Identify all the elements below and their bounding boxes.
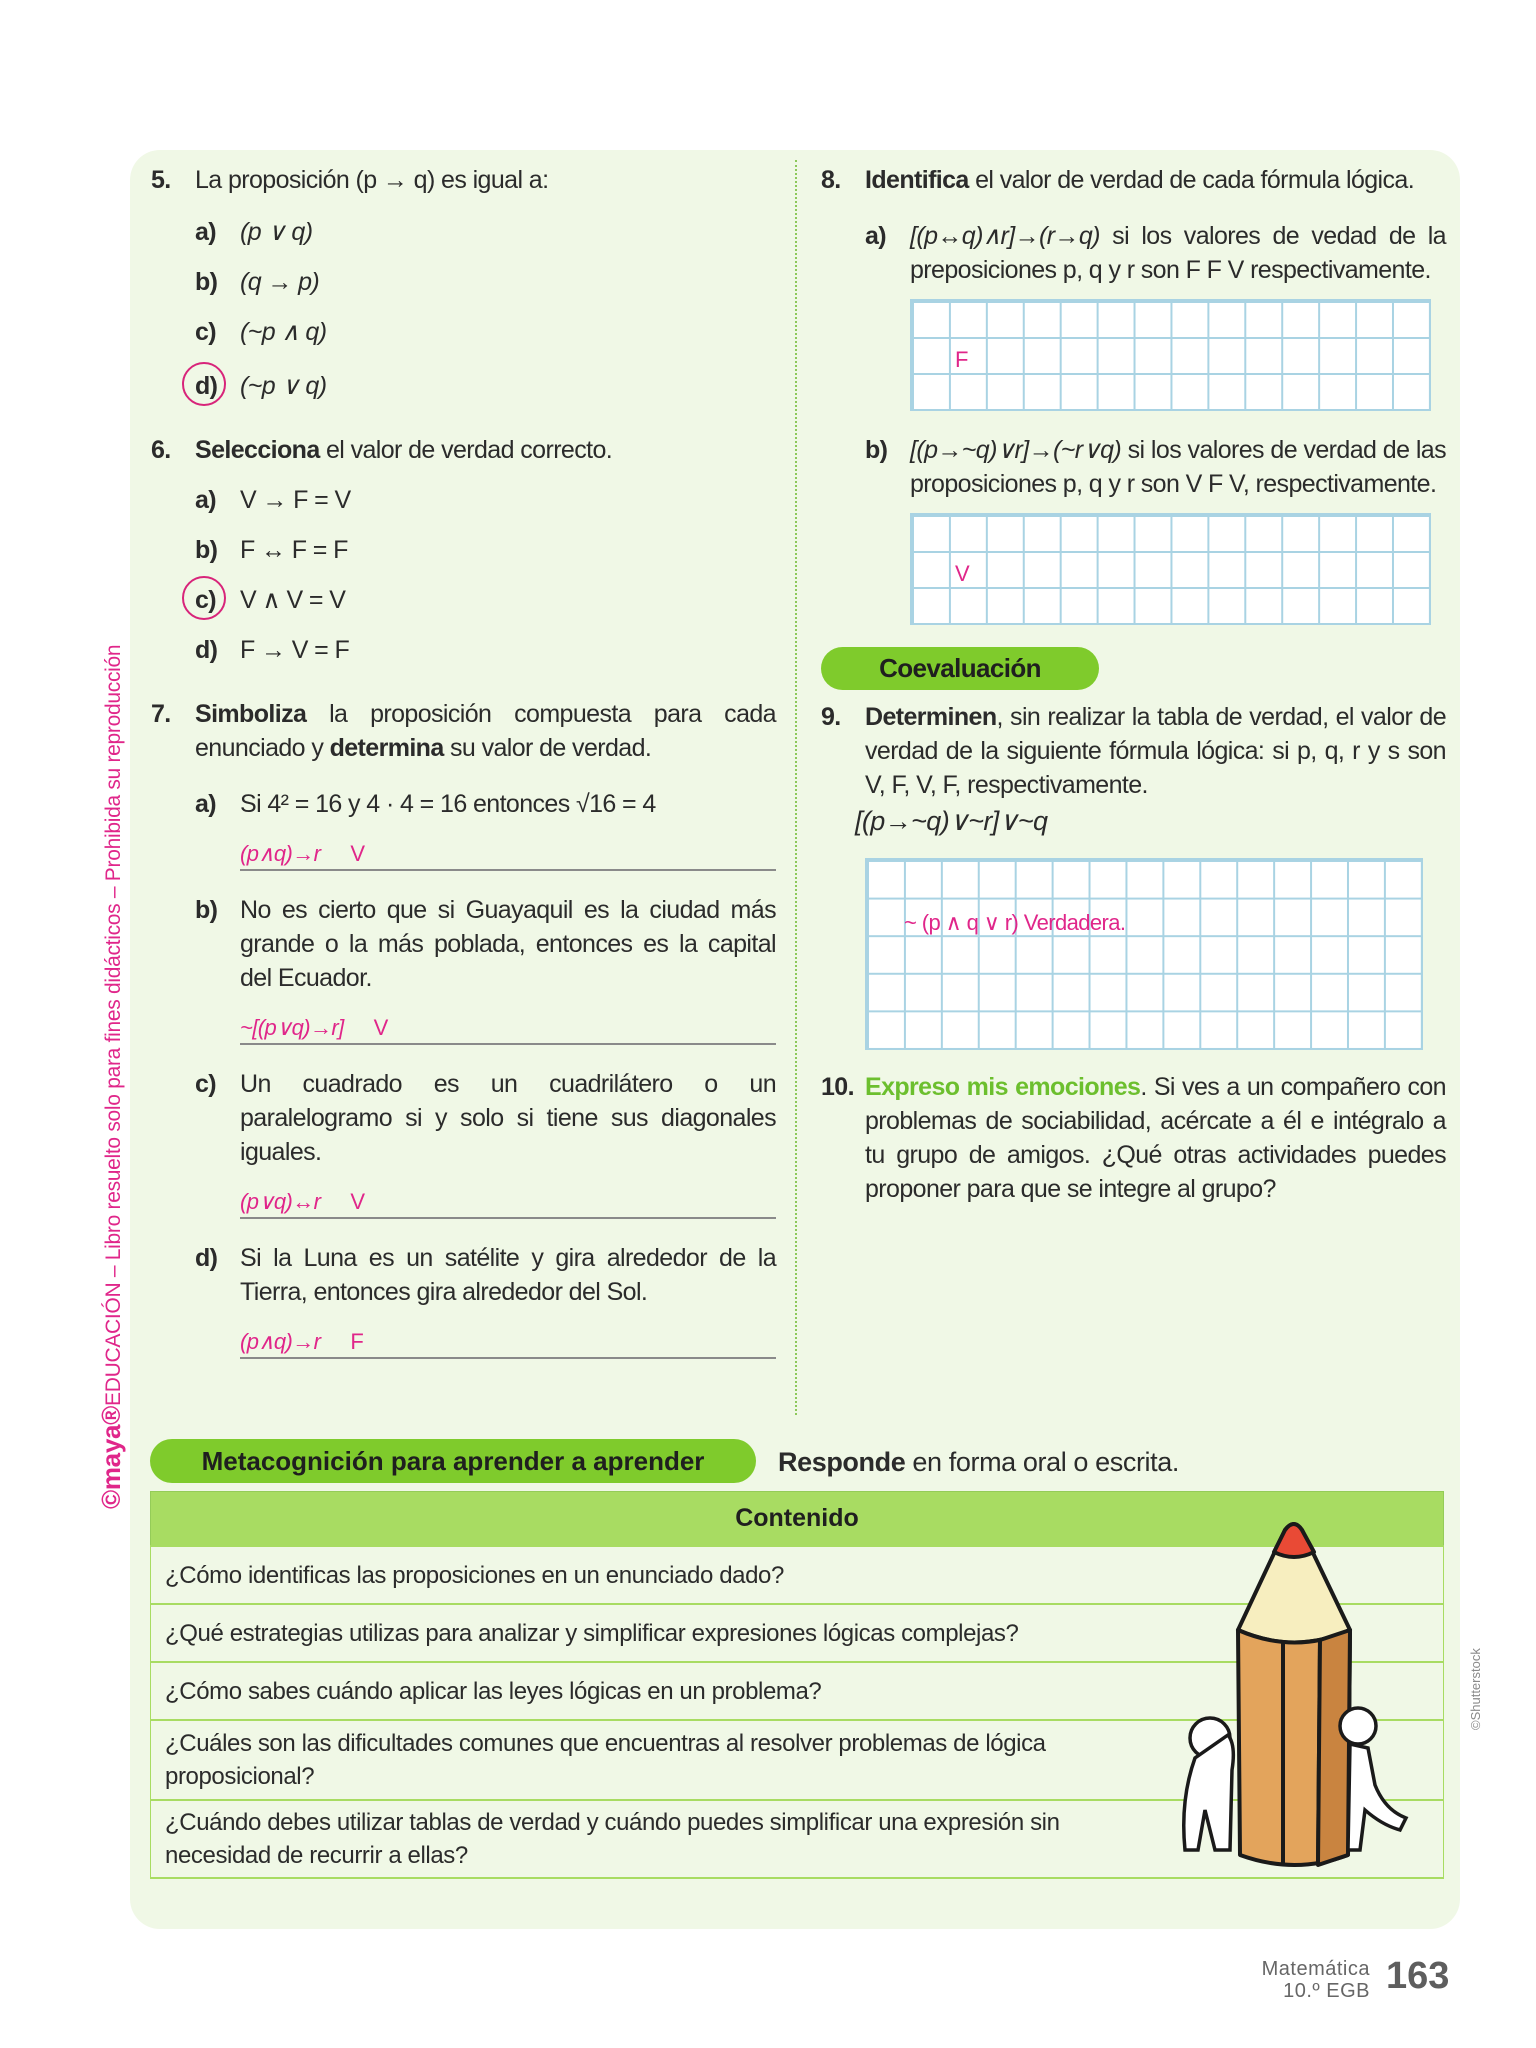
- q6-option-c[interactable]: [195, 583, 776, 617]
- q5-option-label: d): [195, 372, 218, 400]
- q7-stem-end: su valor de verdad.: [443, 734, 652, 762]
- q5-option-text: (~p ∨ q): [240, 372, 327, 400]
- q6-verb: Selecciona: [195, 436, 320, 464]
- meta-instruction: [778, 1445, 1179, 1479]
- row-text: ¿Cuáles son las dificultades comunes que encuentras al resolver problemas de lógica proposicional?: [165, 1730, 1046, 1790]
- table-header-contenido: Contenido: [151, 1492, 1444, 1547]
- q6-stem-text: el valor de verdad correcto.: [319, 436, 613, 464]
- question-7: [151, 697, 776, 1359]
- q5-number: 5.: [151, 166, 171, 194]
- question-10: [821, 1070, 1446, 1206]
- q6-option-label: b): [195, 536, 218, 564]
- q7c-answer-field[interactable]: [240, 1187, 776, 1219]
- q7a-answer: (p∧q)→r: [240, 841, 321, 866]
- question-5: [151, 163, 776, 403]
- left-column: [151, 163, 776, 1359]
- q8b-answer: V: [955, 561, 970, 586]
- q7-item-label: a): [195, 790, 217, 818]
- person-left-icon: [1184, 1718, 1234, 1850]
- q7b-value: V: [373, 1015, 388, 1040]
- q9-verb: Determinen: [865, 703, 997, 731]
- q7b-answer-field[interactable]: [240, 1013, 776, 1045]
- footer-subject: [1200, 1958, 1370, 2002]
- q8-number: 8.: [821, 166, 841, 194]
- page-number: 163: [1386, 1955, 1450, 1997]
- q5-option-label: b): [195, 268, 218, 296]
- maya-logo: ©maya®: [96, 1405, 126, 1509]
- q7d-answer-field[interactable]: [240, 1327, 776, 1359]
- q7d-item: [195, 1241, 776, 1359]
- q6-option-text: F → V = F: [240, 636, 350, 664]
- q9-formula: [(p→~q)∨~r]∨~q: [855, 806, 1048, 836]
- q7b-item: [195, 893, 776, 1045]
- q8-verb: Identifica: [865, 166, 969, 194]
- q5-option-label: a): [195, 218, 217, 246]
- q8-item-label: b): [865, 436, 888, 464]
- q7a-text: Si 4² = 16 y 4 · 4 = 16 entonces √16 = 4: [240, 790, 656, 818]
- q5-option-a[interactable]: [195, 215, 776, 249]
- q6-option-d[interactable]: [195, 633, 776, 667]
- image-credit: ©Shutterstock: [1468, 1648, 1483, 1730]
- q5-option-text: (p ∨ q): [240, 218, 313, 246]
- q9-answer: ~ (p ∧ q ∨ r) Verdadera.: [904, 910, 1126, 935]
- q8a-answer-grid[interactable]: [910, 299, 1431, 411]
- q5-option-d[interactable]: [195, 369, 776, 403]
- q9-stem-text: , sin realizar la tabla de verdad, el valor de verdad de la siguiente fórmula lógica: si p, q, r y s son V, F, V, F, respectivamente.: [865, 703, 1446, 799]
- q8a-answer: F: [955, 347, 968, 372]
- q7a-answer-field[interactable]: [240, 839, 776, 871]
- row-text: ¿Cuándo debes utilizar tablas de verdad y cuándo puedes simplificar una expresión sin necesidad de recurrir a ellas?: [165, 1809, 1060, 1869]
- q6-option-label: c): [195, 586, 217, 614]
- copyright-side-note: [96, 645, 127, 1509]
- q7d-value: F: [350, 1329, 364, 1354]
- q10-stem: [865, 1070, 1446, 1206]
- q5-option-c[interactable]: [195, 315, 776, 349]
- q6-stem: [195, 433, 776, 467]
- person-right-icon: [1340, 1708, 1406, 1850]
- q9-stem: [865, 700, 1446, 802]
- q7-item-label: b): [195, 896, 218, 924]
- q8-stem: [865, 163, 1446, 197]
- q8a-formula: [(p↔q)∧r]→(r→q): [910, 222, 1100, 250]
- q7c-item: [195, 1067, 776, 1219]
- grade-label: 10.º EGB: [1283, 1980, 1370, 2002]
- q6-option-text: F ↔ F = F: [240, 536, 348, 564]
- q7a-value: V: [350, 841, 365, 866]
- subject-label: Matemática: [1261, 1958, 1370, 1980]
- q7b-answer: ~[(p∨q)→r]: [240, 1015, 344, 1040]
- row-text: ¿Cómo identificas las proposiciones en un enunciado dado?: [165, 1561, 784, 1589]
- q6-option-label: d): [195, 636, 218, 664]
- q8-item-label: a): [865, 222, 887, 250]
- q8b-text: [910, 433, 1446, 501]
- q7b-text: No es cierto que si Guayaquil es la ciudad más grande o la más poblada, entonces es la capital del Ecuador.: [240, 896, 776, 992]
- q8a-text: [910, 219, 1446, 287]
- q5-option-text: (~p ∧ q): [240, 318, 327, 346]
- coevaluacion-heading: Coevaluación: [821, 647, 1099, 690]
- metacognicion-heading: Metacognición para aprender a aprender: [150, 1439, 756, 1483]
- pencil-icon: [1238, 1524, 1350, 1865]
- q7c-answer: (p∨q)↔r: [240, 1189, 321, 1214]
- q7-verb1: Simboliza: [195, 700, 307, 728]
- q8b-formula: [(p→~q)∨r]→(~r∨q): [910, 436, 1122, 464]
- q9-number: 9.: [821, 703, 841, 731]
- q8b-item: [865, 433, 1446, 625]
- q7-item-label: d): [195, 1244, 218, 1272]
- q5-stem: La proposición (p → q) es igual a:: [195, 166, 549, 194]
- q7-number: 7.: [151, 700, 171, 728]
- q5-option-b[interactable]: [195, 265, 776, 299]
- q10-stem-text: . Si ves a un compañero con problemas de sociabilidad, acércate a él e intégralo a tu grupo de amigos. ¿Qué otras actividades puedes proponer para que se integre al grupo?: [865, 1073, 1446, 1203]
- pencil-illustration: [1170, 1520, 1430, 1880]
- q5-option-label: c): [195, 318, 217, 346]
- q8-stem-text: el valor de verdad de cada fórmula lógica.: [968, 166, 1415, 194]
- side-note-text: EDUCACIÓN – Libro resuelto solo para fines didácticos – Prohibida su reproducción: [102, 644, 125, 1406]
- q7-stem-mid: la proposición compuesta para cada enunciado y: [195, 700, 776, 762]
- q6-option-a[interactable]: [195, 483, 776, 517]
- q8a-item: [865, 219, 1446, 411]
- q7a-item: [195, 787, 776, 871]
- q7d-text: Si la Luna es un satélite y gira alrededor de la Tierra, entonces gira alrededor del Sol.: [240, 1244, 776, 1306]
- q7c-value: V: [350, 1189, 365, 1214]
- q9-answer-grid[interactable]: [865, 858, 1423, 1050]
- question-9: [821, 700, 1446, 1050]
- q8a-description: si los valores de vedad de la preposiciones p, q y r son F F V respectivamente.: [910, 222, 1446, 284]
- column-divider: [795, 160, 797, 1415]
- q10-number: 10.: [821, 1073, 854, 1101]
- question-8: [821, 163, 1446, 625]
- q10-title: Expreso mis emociones: [865, 1073, 1141, 1101]
- meta-verb: Responde: [778, 1447, 906, 1477]
- q6-option-text: V ∧ V = V: [240, 586, 346, 614]
- question-6: [151, 433, 776, 667]
- q7-verb2: determina: [329, 734, 444, 762]
- q7d-answer: (p∧q)→r: [240, 1329, 321, 1354]
- q7-stem: [195, 697, 776, 765]
- q6-number: 6.: [151, 436, 171, 464]
- q7-item-label: c): [195, 1070, 217, 1098]
- row-text: ¿Cómo sabes cuándo aplicar las leyes lógicas en un problema?: [165, 1677, 822, 1705]
- q7c-text: Un cuadrado es un cuadrilátero o un paralelogramo si y solo si tiene sus diagonales iguales.: [240, 1070, 776, 1166]
- right-column: [821, 163, 1446, 1206]
- meta-instruction-text: en forma oral o escrita.: [905, 1447, 1179, 1477]
- q6-option-label: a): [195, 486, 217, 514]
- q8b-description: si los valores de verdad de las proposiciones p, q y r son V F V, respectivamente.: [910, 436, 1446, 498]
- q5-option-text: (q → p): [240, 268, 320, 296]
- q6-option-text: V → F = V: [240, 486, 351, 514]
- q8b-answer-grid[interactable]: [910, 513, 1431, 625]
- q6-option-b[interactable]: [195, 533, 776, 567]
- row-text: ¿Qué estrategias utilizas para analizar y simplificar expresiones lógicas complejas?: [165, 1619, 1019, 1647]
